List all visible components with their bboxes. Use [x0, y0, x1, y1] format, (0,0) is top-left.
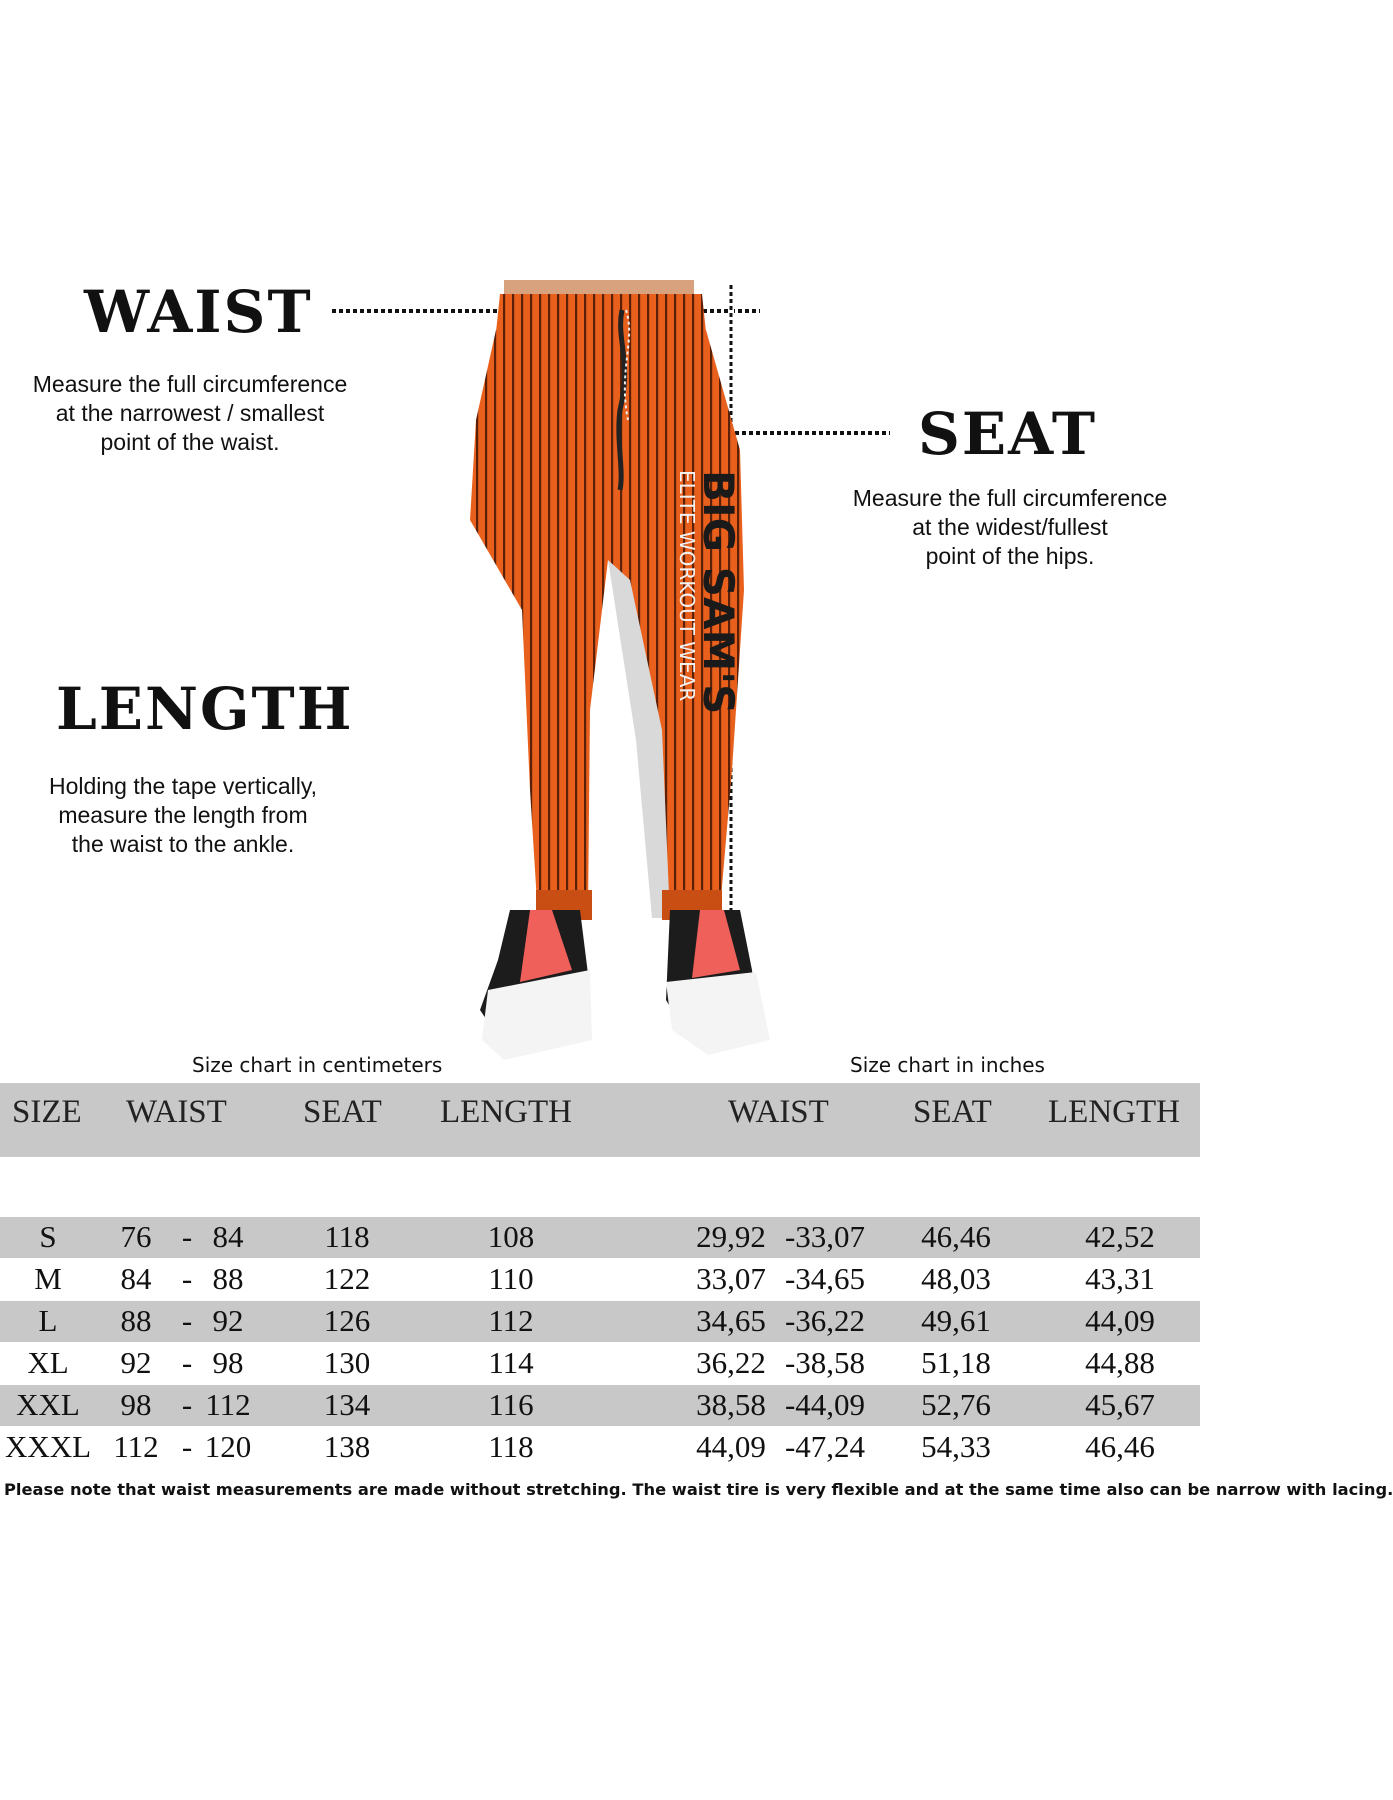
cell-size: XL — [27, 1345, 69, 1380]
cell-dash: - — [181, 1345, 193, 1380]
cell-seat-in: 46,46 — [921, 1219, 991, 1254]
cell-dash: - — [181, 1303, 193, 1338]
cell-seat-cm: 126 — [323, 1303, 371, 1338]
cell-seat-cm: 122 — [323, 1261, 371, 1296]
cell-length-cm: 116 — [488, 1387, 534, 1422]
header-waist-cm: WAIST — [126, 1094, 227, 1130]
cell-waist-cm-min: 98 — [120, 1387, 152, 1422]
waist-description — [0, 370, 380, 457]
cell-size: XXXL — [4, 1429, 92, 1464]
cell-seat-cm: 138 — [323, 1429, 371, 1464]
length-line-2: measure the length from — [58, 802, 308, 828]
seat-line-3: point of the hips. — [925, 543, 1095, 569]
pants-illustration — [440, 270, 800, 1070]
cell-seat-cm: 130 — [323, 1345, 371, 1380]
cell-dash: - — [181, 1219, 193, 1254]
cell-seat-in: 52,76 — [921, 1387, 991, 1422]
waist-line-1: Measure the full circumference — [32, 371, 348, 397]
cell-waist-cm-min: 84 — [120, 1261, 152, 1296]
header-seat-cm: SEAT — [303, 1094, 382, 1130]
cell-waist-cm-min: 76 — [120, 1219, 152, 1254]
header-seat-in: SEAT — [913, 1094, 992, 1130]
cell-waist-cm-max: 112 — [205, 1387, 251, 1422]
cell-length-cm: 112 — [488, 1303, 534, 1338]
table-row — [0, 1217, 1200, 1258]
cell-length-in: 46,46 — [1085, 1429, 1155, 1464]
cell-size: M — [34, 1261, 62, 1296]
cell-waist-in-min: 29,92 — [696, 1219, 766, 1254]
cell-waist-cm-max: 98 — [212, 1345, 244, 1380]
table-row — [0, 1343, 1200, 1384]
brand-text: BIG SAM'S — [694, 470, 743, 715]
cell-length-in: 43,31 — [1085, 1261, 1155, 1296]
table-row — [0, 1427, 1200, 1468]
cell-waist-in-max: -36,22 — [784, 1303, 866, 1338]
header-waist-in: WAIST — [728, 1094, 829, 1130]
length-title: LENGTH — [56, 675, 354, 743]
cell-waist-cm-max: 88 — [212, 1261, 244, 1296]
length-line-3: the waist to the ankle. — [71, 831, 295, 857]
length-line-1: Holding the tape vertically, — [48, 773, 318, 799]
waist-title: WAIST — [84, 278, 313, 346]
cell-length-in: 44,09 — [1085, 1303, 1155, 1338]
cell-size: S — [39, 1219, 57, 1254]
cell-length-cm: 110 — [488, 1261, 534, 1296]
cell-dash: - — [181, 1429, 193, 1464]
waist-line-3: point of the waist. — [100, 429, 280, 455]
cell-seat-in: 49,61 — [921, 1303, 991, 1338]
cell-waist-in-max: -34,65 — [784, 1261, 866, 1296]
length-description — [0, 772, 366, 859]
cell-waist-cm-max: 92 — [212, 1303, 244, 1338]
cell-dash: - — [181, 1387, 193, 1422]
cell-waist-in-min: 34,65 — [696, 1303, 766, 1338]
cell-length-cm: 114 — [488, 1345, 534, 1380]
cell-length-in: 44,88 — [1085, 1345, 1155, 1380]
cell-waist-in-max: -33,07 — [784, 1219, 866, 1254]
seat-description — [820, 484, 1200, 571]
cell-length-in: 45,67 — [1085, 1387, 1155, 1422]
cell-dash: - — [181, 1261, 193, 1296]
brand-subtext: ELITE WORKOUT WEAR — [675, 470, 699, 702]
cell-waist-in-min: 33,07 — [696, 1261, 766, 1296]
cell-size: XXL — [16, 1387, 80, 1422]
footnote: Please note that waist measurements are made without stretching. The waist tire is very flexible and at the same time also can be narrow with lacing. — [4, 1480, 1393, 1499]
caption-inches: Size chart in inches — [850, 1053, 1045, 1077]
waist-line-2: at the narrowest / smallest — [55, 400, 325, 426]
cell-length-cm: 118 — [488, 1429, 534, 1464]
cell-size: L — [38, 1303, 58, 1338]
table-row — [0, 1385, 1200, 1426]
header-length-cm: LENGTH — [440, 1094, 572, 1130]
cell-waist-in-max: -38,58 — [784, 1345, 866, 1380]
brand-print — [675, 470, 743, 714]
cell-waist-in-min: 36,22 — [696, 1345, 766, 1380]
cell-waist-in-min: 44,09 — [696, 1429, 766, 1464]
table-row — [0, 1259, 1200, 1300]
cell-waist-cm-max: 120 — [204, 1429, 252, 1464]
cell-length-cm: 108 — [487, 1219, 535, 1254]
table-row — [0, 1301, 1200, 1342]
cell-seat-cm: 134 — [323, 1387, 371, 1422]
cell-seat-in: 51,18 — [921, 1345, 991, 1380]
cell-seat-in: 54,33 — [921, 1429, 991, 1464]
cell-seat-in: 48,03 — [921, 1261, 991, 1296]
seat-title: SEAT — [918, 400, 1098, 468]
seat-line-2: at the widest/fullest — [912, 514, 1108, 540]
cell-length-in: 42,52 — [1085, 1219, 1155, 1254]
cell-waist-in-min: 38,58 — [696, 1387, 766, 1422]
cell-waist-in-max: -44,09 — [784, 1387, 866, 1422]
cell-waist-in-max: -47,24 — [784, 1429, 866, 1464]
caption-cm: Size chart in centimeters — [192, 1053, 443, 1077]
cell-seat-cm: 118 — [324, 1219, 370, 1254]
cell-waist-cm-min: 112 — [113, 1429, 159, 1464]
cell-waist-cm-min: 88 — [120, 1303, 152, 1338]
cell-waist-cm-max: 84 — [212, 1219, 244, 1254]
header-size: SIZE — [12, 1094, 82, 1130]
header-length-in: LENGTH — [1048, 1094, 1180, 1130]
cell-waist-cm-min: 92 — [120, 1345, 152, 1380]
seat-line-1: Measure the full circumference — [852, 485, 1168, 511]
